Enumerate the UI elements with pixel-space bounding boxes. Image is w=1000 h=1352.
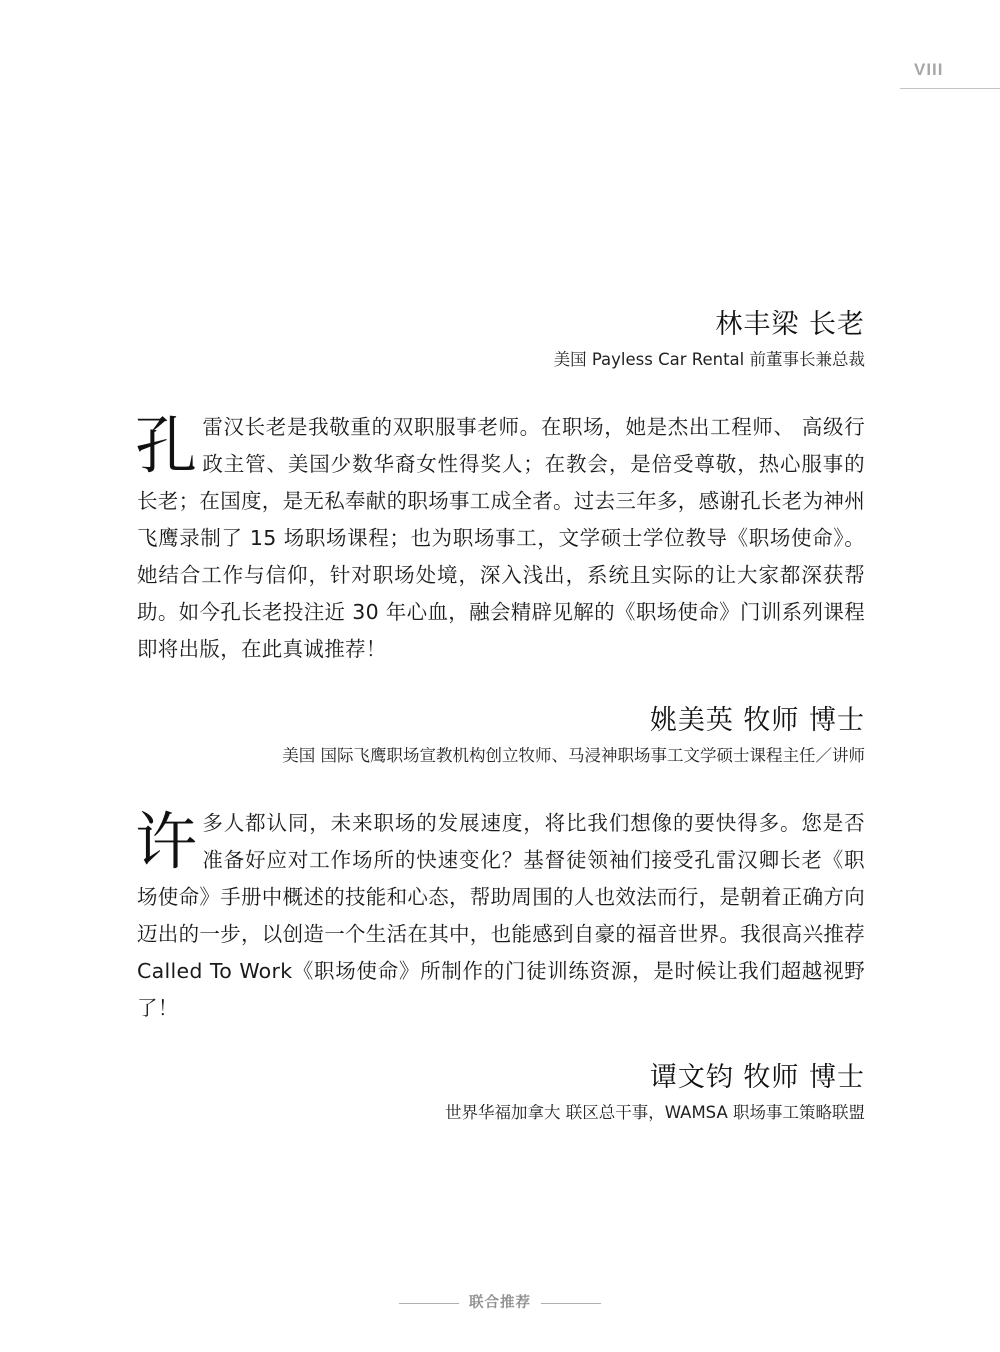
recommender-affiliation: 世界华福加拿大 联区总干事，WAMSA 职场事工策略联盟 (445, 1103, 865, 1122)
recommender-affiliation: 美国 Payless Car Rental 前董事长兼总裁 (553, 350, 865, 369)
recommender-name: 谭文钧 牧师 博士 (649, 1062, 865, 1093)
header-rule (900, 88, 1000, 89)
drop-cap: 孔 (135, 409, 198, 482)
recommender-affiliation: 美国 国际飞鹰职场宣教机构创立牧师、马浸神职场事工文学硕士课程主任／讲师 (282, 746, 865, 765)
recommender-block-3 (137, 1058, 865, 1127)
page-number: VIII (914, 60, 944, 79)
endorsement-2 (137, 805, 865, 1027)
endorsement-text: 雷汉长老是我敬重的双职服事老师。在职场，她是杰出工程师、 高级行政主管、美国少数华裔女性得奖人；在教会，是倍受尊敬，热心服事的长老；在国度，是无私奉献的职场事工成全者。过去三年多，感谢孔长老为神州飞鹰录制了 15 场职场课程；也为职场事工，文学硕士学位教导《职场使命》。她结合工作与信仰，针对职场处境，深入浅出，系统且实际的让大家都深获帮助。如今孔长老投注近 30 年心血，融会精辟见解的《职场使命》门训系列课程即将出版，在此真诚推荐！ (137, 415, 865, 661)
section-title: 联合推荐 (469, 1295, 531, 1311)
recommender-name: 林丰梁 长老 (715, 309, 865, 340)
recommender-name: 姚美英 牧师 博士 (649, 705, 865, 736)
endorsement-paragraph (137, 409, 865, 668)
endorsement-paragraph (137, 805, 865, 1027)
endorsement-1 (137, 409, 865, 668)
recommender-block-2 (137, 701, 865, 770)
drop-cap: 许 (135, 805, 198, 878)
section-footer (0, 1291, 1000, 1312)
endorsement-text: 多人都认同，未来职场的发展速度，将比我们想像的要快得多。您是否准备好应对工作场所的快速变化？基督徒领袖们接受孔雷汉卿长老《职场使命》手册中概述的技能和心态，帮助周围的人也效法而行，是朝着正确方向迈出的一步，以创造一个生活在其中，也能感到自豪的福音世界。我很高兴推荐 Called To Work《职场使命》所制作的门徒训练资源，是时候让我们超越视野了！ (137, 811, 865, 1020)
footer-rule-right (541, 1303, 601, 1304)
footer-rule-left (399, 1303, 459, 1304)
recommender-block-1 (137, 305, 865, 374)
